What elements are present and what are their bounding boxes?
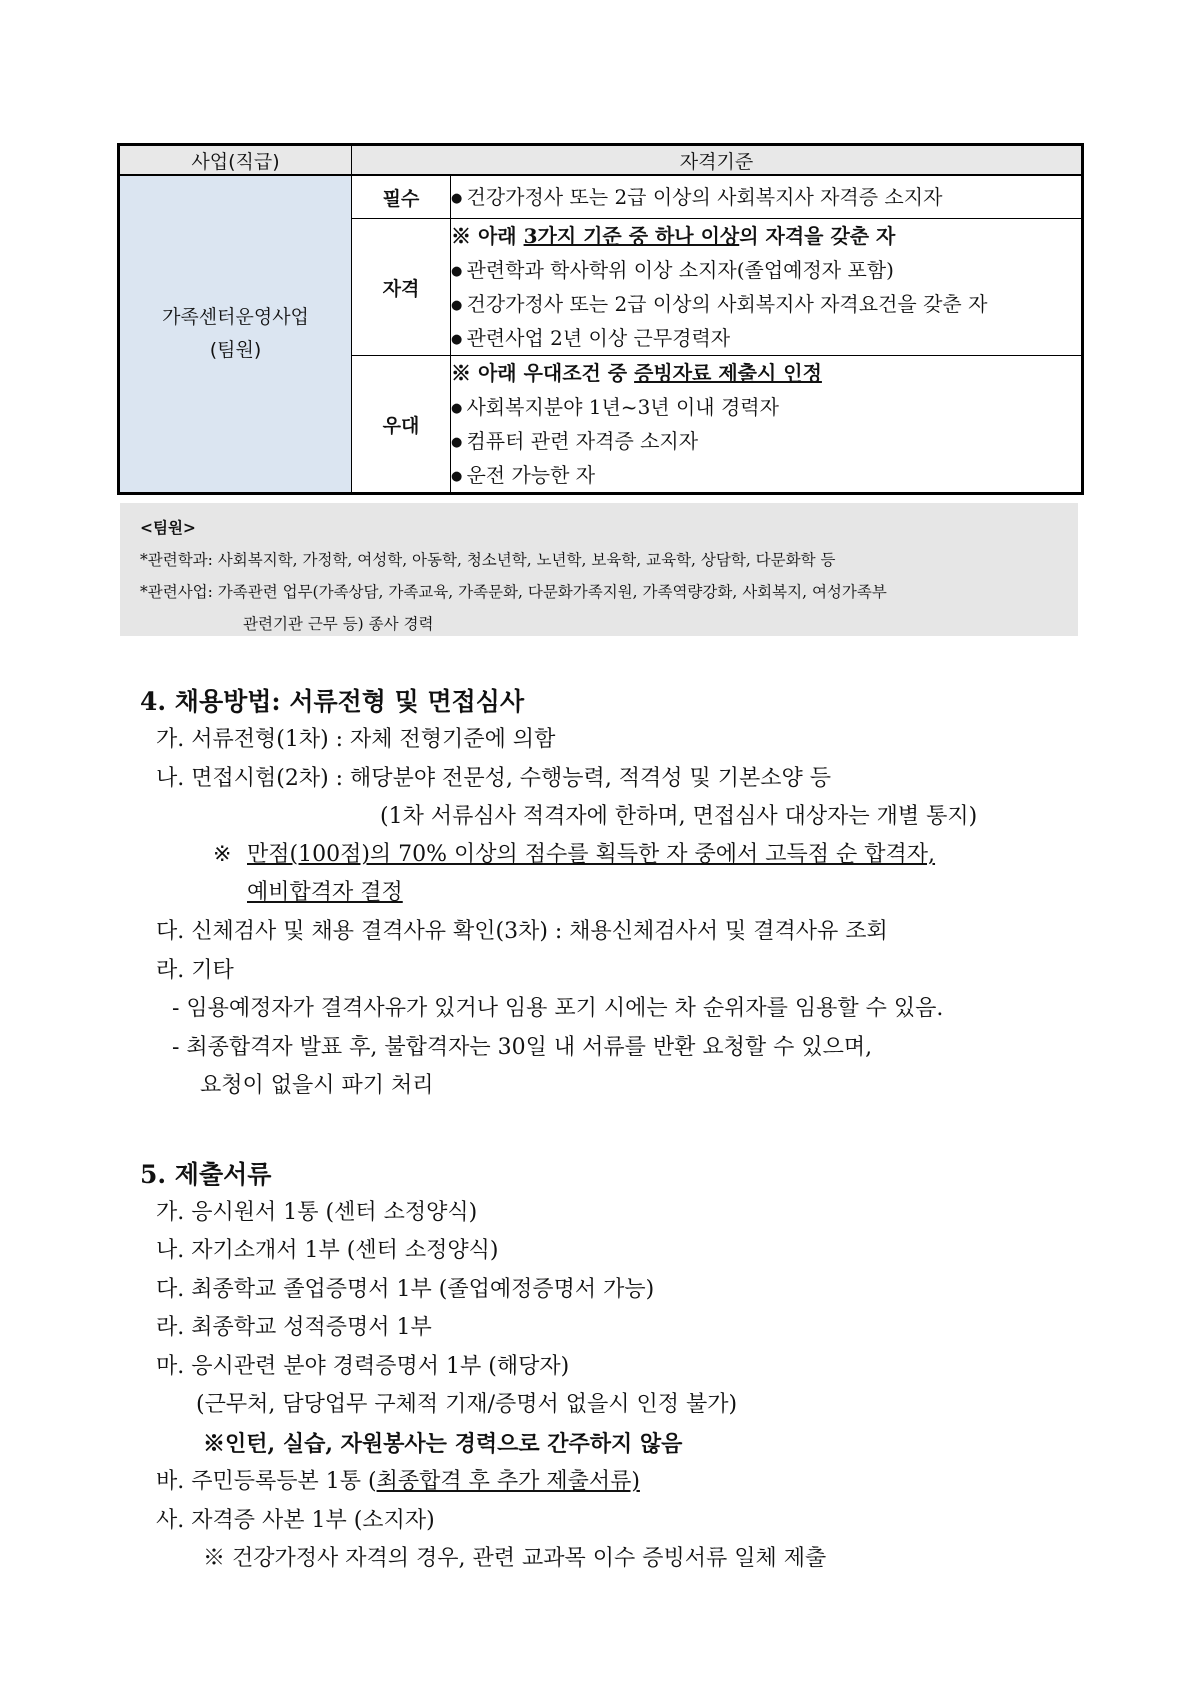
section5-title: 5. 제출서류 xyxy=(140,1160,272,1189)
qualification-item: ● 관련학과 학사학위 이상 소지자(졸업예정자 포함) xyxy=(451,253,1081,287)
section5-item-g-note: ※ 건강가정사 자격의 경우, 관련 교과목 이수 증빙서류 일체 제출 xyxy=(203,1546,827,1571)
qualification-note-prefix: ※ 아래 xyxy=(451,224,524,248)
team-member-note-box xyxy=(120,503,1078,636)
business-name: 가족센터운영사업 xyxy=(162,306,309,328)
section4-title: 4. 채용방법: 서류전형 및 면접심사 xyxy=(140,687,525,716)
section4-item-b: 나. 면접시험(2차) : 해당분야 전문성, 수행능력, 적격성 및 기본소양 등 xyxy=(156,766,832,791)
section5-item-f-underlined: 최종합격 후 추가 제출서류) xyxy=(376,1469,640,1494)
qualification-item: ● 건강가정사 또는 2급 이상의 사회복지사 자격요건을 갖춘 자 xyxy=(451,287,1081,321)
preferred-item: ● 컴퓨터 관련 자격증 소지자 xyxy=(451,424,1081,458)
section5-item-e-note: (근무처, 담당업무 구체적 기재/증명서 없을시 인정 불가) xyxy=(196,1392,738,1417)
qualification-note-suffix: 의 자격을 갖춘 자 xyxy=(739,224,896,248)
note-related-business-cont: 관련기관 근무 등) 종사 경력 xyxy=(243,615,434,633)
required-items xyxy=(451,175,1083,219)
business-cell xyxy=(119,175,352,494)
section4-item-d: 라. 기타 xyxy=(156,958,234,983)
section4-item-d2: - 최종합격자 발표 후, 불합격자는 30일 내 서류를 반환 요청할 수 있으며, xyxy=(172,1035,873,1060)
note-title: <팀원> xyxy=(140,518,196,537)
preferred-note-underlined: 증빙자료 제출시 인정 xyxy=(634,361,822,385)
qualification-note-underlined: 3가지 기준 중 하나 이상 xyxy=(523,224,740,248)
preferred-item: ● 사회복지분야 1년~3년 이내 경력자 xyxy=(451,390,1081,424)
section5-item-g: 사. 자격증 사본 1부 (소지자) xyxy=(156,1508,435,1533)
qualification-table xyxy=(117,143,1084,495)
section4-item-b-note: (1차 서류심사 적격자에 한하며, 면접심사 대상자는 개별 통지) xyxy=(380,804,978,829)
note-related-business: *관련사업: 가족관련 업무(가족상담, 가족교육, 가족문화, 다문화가족지원, 가족역량강화, 사회복지, 여성가족부 xyxy=(140,583,887,601)
section5-item-b: 나. 자기소개서 1부 (센터 소정양식) xyxy=(156,1238,499,1263)
section4-item-c: 다. 신체검사 및 채용 결격사유 확인(3차) : 채용신체검사서 및 결격사유 조회 xyxy=(156,919,888,944)
section5-item-e-warning: ※인턴, 실습, 자원봉사는 경력으로 간주하지 않음 xyxy=(203,1431,683,1457)
note-related-majors: *관련학과: 사회복지학, 가정학, 여성학, 아동학, 청소년학, 노년학, 보육학, 교육학, 상담학, 다문화학 등 xyxy=(140,551,836,569)
section4-item-d1: - 임용예정자가 결격사유가 있거나 임용 포기 시에는 차 순위자를 임용할 수 있음. xyxy=(172,996,944,1021)
section4-note-mark: ※ xyxy=(213,842,232,867)
section5-item-f-prefix: 바. 주민등록등본 1통 ( xyxy=(156,1469,377,1494)
section4-item-a: 가. 서류전형(1차) : 자체 전형기준에 의함 xyxy=(156,727,556,752)
required-item: ● 건강가정사 또는 2급 이상의 사회복지사 자격증 소지자 xyxy=(451,180,1081,214)
preferred-label: 우대 xyxy=(352,356,451,494)
section4-note-line2: 예비합격자 결정 xyxy=(247,880,403,905)
preferred-item: ● 운전 가능한 자 xyxy=(451,458,1081,492)
preferred-items xyxy=(451,356,1083,494)
section5-item-c: 다. 최종학교 졸업증명서 1부 (졸업예정증명서 가능) xyxy=(156,1277,655,1302)
section4-item-d3: 요청이 없을시 파기 처리 xyxy=(200,1073,434,1098)
section5-item-a: 가. 응시원서 1통 (센터 소정양식) xyxy=(156,1200,478,1225)
preferred-note-prefix: ※ 아래 우대조건 중 xyxy=(451,361,635,385)
section5-item-e: 마. 응시관련 분야 경력증명서 1부 (해당자) xyxy=(156,1354,570,1379)
section5-item-f xyxy=(156,1467,640,1497)
section4-note-line1: 만점(100점)의 70% 이상의 점수를 획득한 자 중에서 고득점 순 합격자, xyxy=(247,842,936,867)
header-criteria: 자격기준 xyxy=(352,145,1083,176)
qualification-label: 자격 xyxy=(352,219,451,356)
section5-item-d: 라. 최종학교 성적증명서 1부 xyxy=(156,1315,432,1340)
business-rank: (팀원) xyxy=(209,339,262,361)
required-row xyxy=(119,175,1083,219)
table-header-row xyxy=(119,145,1083,176)
header-business: 사업(직급) xyxy=(119,145,352,176)
preferred-note xyxy=(451,356,1081,390)
qualification-item: ● 관련사업 2년 이상 근무경력자 xyxy=(451,321,1081,355)
required-label: 필수 xyxy=(352,175,451,219)
qualification-note xyxy=(451,219,1081,253)
qualification-items xyxy=(451,219,1083,356)
